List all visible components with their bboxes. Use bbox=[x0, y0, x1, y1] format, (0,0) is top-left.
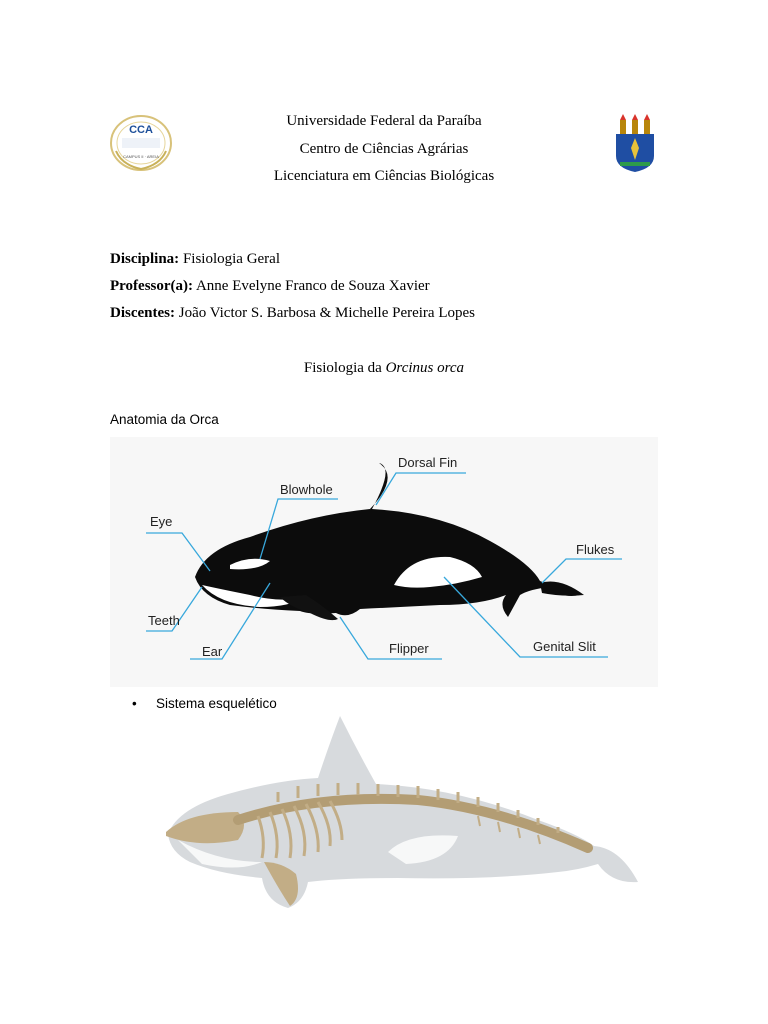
title-species: Orcinus orca bbox=[385, 360, 465, 376]
title-prefix: Fisiologia da bbox=[303, 360, 382, 376]
orca-anatomy-diagram bbox=[110, 437, 658, 687]
ghost-body bbox=[168, 716, 638, 908]
professor-label: Professor(a): bbox=[110, 278, 194, 294]
label-blowhole: Blowhole bbox=[280, 482, 333, 497]
discentes-label: Discentes: bbox=[110, 305, 175, 321]
ufpb-crest-logo bbox=[612, 112, 658, 174]
university-name: Universidade Federal da Paraíba bbox=[286, 113, 482, 129]
bullet-skeleton-label: Sistema esquelético bbox=[156, 696, 277, 711]
label-eye: Eye bbox=[150, 514, 173, 529]
label-ear: Ear bbox=[202, 644, 223, 659]
disciplina-label: Disciplina: bbox=[110, 251, 180, 267]
section-anatomy-heading: Anatomia da Orca bbox=[110, 412, 219, 427]
disciplina-line bbox=[110, 251, 280, 268]
disciplina-value: Fisiologia Geral bbox=[182, 251, 281, 267]
bullet-dot: • bbox=[132, 696, 137, 711]
label-dorsal-fin: Dorsal Fin bbox=[398, 455, 458, 470]
discentes-value: João Victor S. Barbosa & Michelle Pereira Lopes bbox=[178, 305, 475, 321]
course-name: Licenciatura em Ciências Biológicas bbox=[273, 168, 495, 184]
skull bbox=[166, 812, 244, 843]
label-teeth: Teeth bbox=[148, 613, 180, 628]
cca-logo-text: CCA bbox=[129, 124, 153, 136]
label-genital-slit: Genital Slit bbox=[533, 639, 596, 654]
discentes-line bbox=[110, 305, 475, 322]
professor-value: Anne Evelyne Franco de Souza Xavier bbox=[195, 278, 430, 294]
document-title bbox=[0, 360, 768, 377]
label-flipper: Flipper bbox=[389, 641, 429, 656]
center-name: Centro de Ciências Agrárias bbox=[299, 141, 469, 157]
cca-logo-subtext: CAMPUS II · AREIA bbox=[123, 154, 159, 159]
professor-line bbox=[110, 278, 430, 295]
orca-skeleton-illustration bbox=[158, 712, 642, 912]
label-flukes: Flukes bbox=[576, 542, 615, 557]
